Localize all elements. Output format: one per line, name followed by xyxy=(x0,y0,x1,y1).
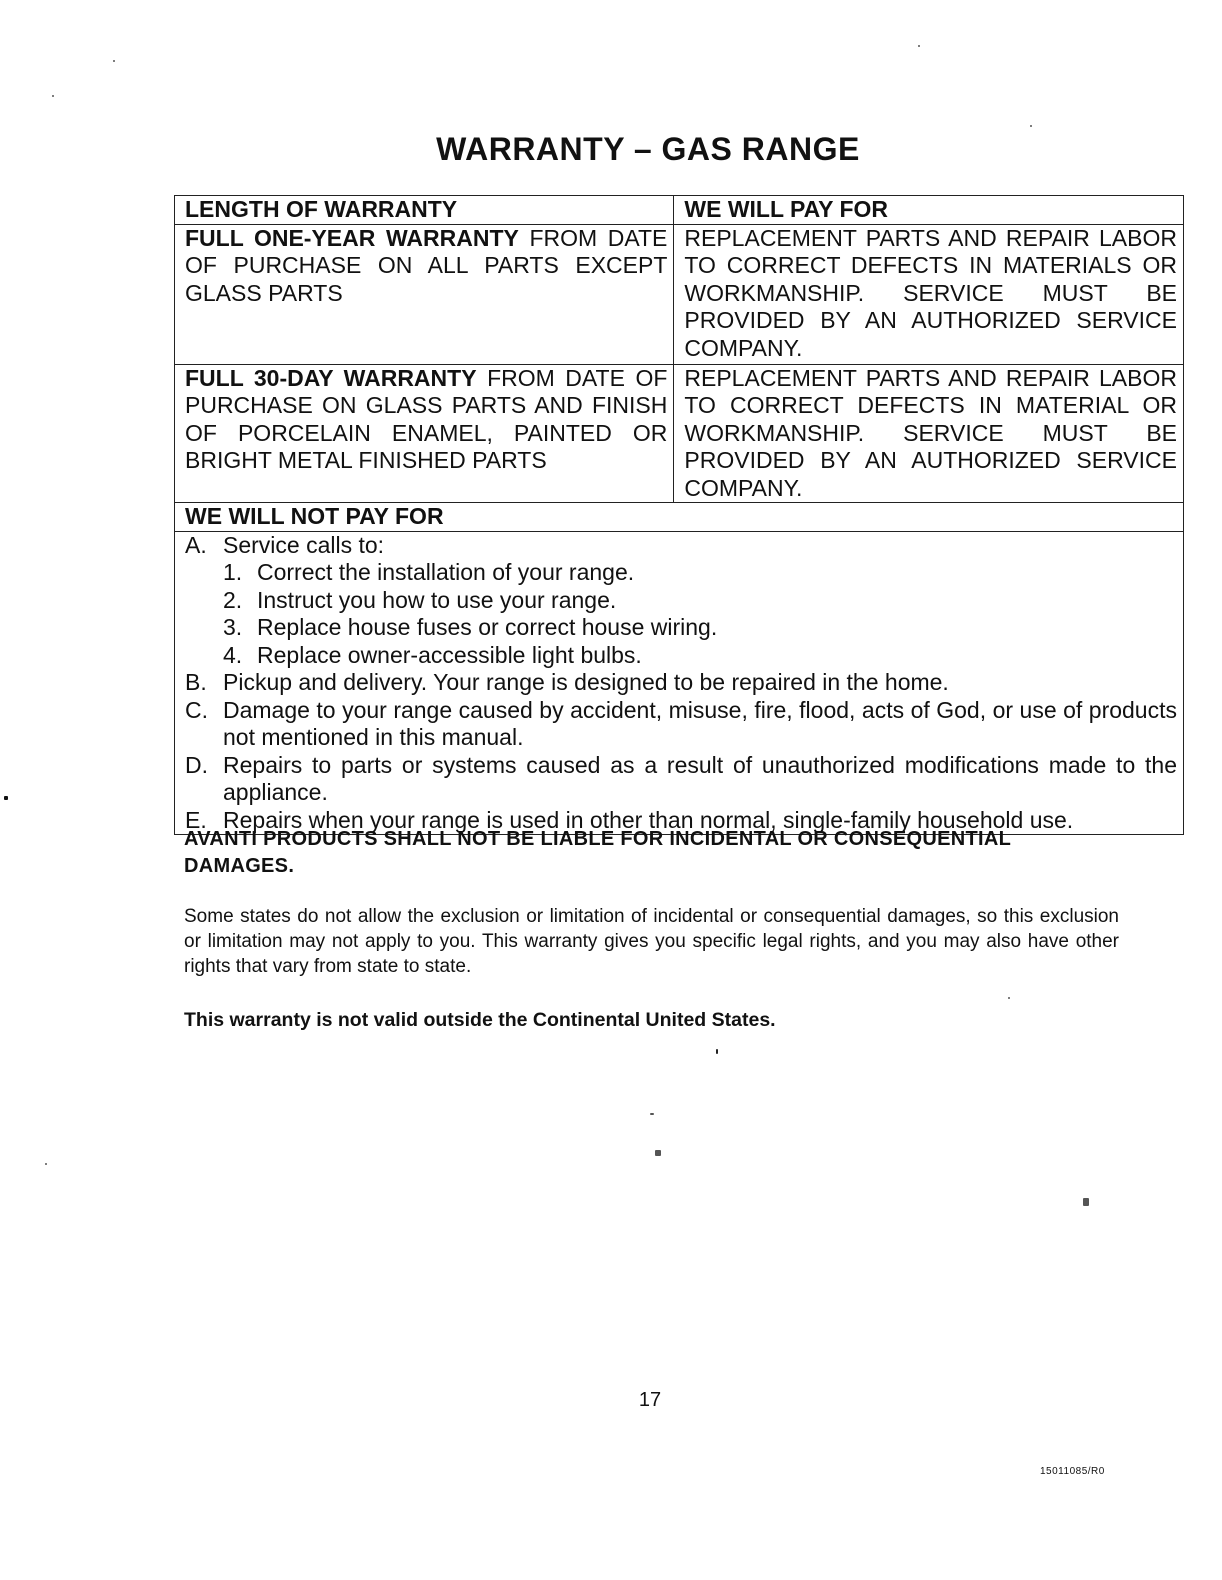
list-item xyxy=(185,532,1177,560)
scan-speck xyxy=(52,95,54,97)
item-text: Repairs to parts or systems caused as a result of unauthorized modifications made to the appliance. xyxy=(223,751,1177,805)
item-text: Damage to your range caused by accident, misuse, fire, flood, acts of God, or use of products not mentioned in this manual. xyxy=(223,696,1177,750)
item-label: A. xyxy=(185,531,207,558)
item-label: 2. xyxy=(223,586,243,613)
warranty-length-text: FROM DATE OF PURCHASE ON GLASS PARTS AND FINISH OF PORCELAIN ENAMEL, PAINTED OR BRIGHT METAL FINISHED PARTS xyxy=(185,364,668,473)
item-label: 1. xyxy=(223,559,243,585)
scan-speck xyxy=(1008,997,1010,999)
item-label: 3. xyxy=(223,614,243,640)
pay-cell: REPLACEMENT PARTS AND REPAIR LABOR TO CORRECT DEFECTS IN MATERIAL OR WORKMANSHIP. SERVICE MUST BE PROVIDED BY AN AUTHORIZED SERVICE COMPANY. xyxy=(674,364,1184,503)
document-code: 15011085/R0 xyxy=(1040,1466,1105,1477)
list-item xyxy=(185,752,1177,807)
item-label: 4. xyxy=(223,641,243,668)
item-text: Instruct you how to use your range. xyxy=(257,586,617,613)
item-label: B. xyxy=(185,669,207,695)
item-text: Replace owner-accessible light bulbs. xyxy=(257,641,642,668)
warranty-length-text: FROM DATE OF PURCHASE ON ALL PARTS EXCEPT GLASS PARTS xyxy=(185,224,668,306)
scan-speck xyxy=(45,1163,47,1165)
item-text: Replace house fuses or correct house wiring. xyxy=(257,614,718,640)
list-item xyxy=(185,614,1177,642)
scan-speck xyxy=(4,796,8,800)
item-label: E. xyxy=(185,806,207,833)
item-text: Correct the installation of your range. xyxy=(257,559,635,585)
states-paragraph: Some states do not allow the exclusion or limitation of incidental or consequential damages, so this exclusion or limitation may not apply to you. This warranty gives you specific legal rights, and you may also have other rights that vary from state to state. xyxy=(184,906,1119,977)
scan-speck xyxy=(113,60,115,62)
scan-speck xyxy=(1030,125,1032,127)
table-row xyxy=(175,224,1184,364)
not-pay-list xyxy=(175,531,1184,835)
scan-speck xyxy=(650,1113,654,1115)
scan-speck xyxy=(655,1150,661,1156)
page-number: 17 xyxy=(638,1389,662,1411)
page-title: WARRANTY – GAS RANGE xyxy=(436,131,860,167)
item-label: D. xyxy=(185,751,208,778)
length-cell xyxy=(175,364,674,503)
warranty-lead: FULL ONE-YEAR WARRANTY xyxy=(185,224,519,251)
item-text: Repairs when your range is used in other than normal, single-family household use. xyxy=(223,806,1074,833)
item-text: Service calls to: xyxy=(223,531,385,558)
list-item xyxy=(185,669,1177,697)
list-item xyxy=(185,697,1177,752)
warranty-lead: FULL 30-DAY WARRANTY xyxy=(185,364,477,391)
scan-speck xyxy=(918,45,920,47)
list-item xyxy=(185,559,1177,587)
scan-speck xyxy=(1083,1198,1089,1206)
warranty-table xyxy=(174,195,1184,835)
not-pay-body-row xyxy=(175,531,1184,835)
table-header-row xyxy=(175,196,1184,225)
validity-notice: This warranty is not valid outside the Continental United States. xyxy=(184,1009,776,1031)
not-pay-header: WE WILL NOT PAY FOR xyxy=(175,503,1184,532)
table-row xyxy=(175,364,1184,503)
header-we-will-pay-for: WE WILL PAY FOR xyxy=(674,196,1184,225)
liability-notice: AVANTI PRODUCTS SHALL NOT BE LIABLE FOR INCIDENTAL OR CONSEQUENTIAL DAMAGES. xyxy=(184,828,1011,877)
not-pay-header-row xyxy=(175,503,1184,532)
list-item xyxy=(185,642,1177,670)
scan-speck xyxy=(716,1049,718,1054)
header-length-of-warranty: LENGTH OF WARRANTY xyxy=(175,196,674,225)
length-cell xyxy=(175,224,674,364)
list-item xyxy=(185,587,1177,615)
item-text: Pickup and delivery. Your range is designed to be repaired in the home. xyxy=(223,669,949,695)
item-label: C. xyxy=(185,696,208,723)
pay-cell: REPLACEMENT PARTS AND REPAIR LABOR TO CORRECT DEFECTS IN MATERIALS OR WORKMANSHIP. SERVICE MUST BE PROVIDED BY AN AUTHORIZED SERVICE COMPANY. xyxy=(674,224,1184,364)
